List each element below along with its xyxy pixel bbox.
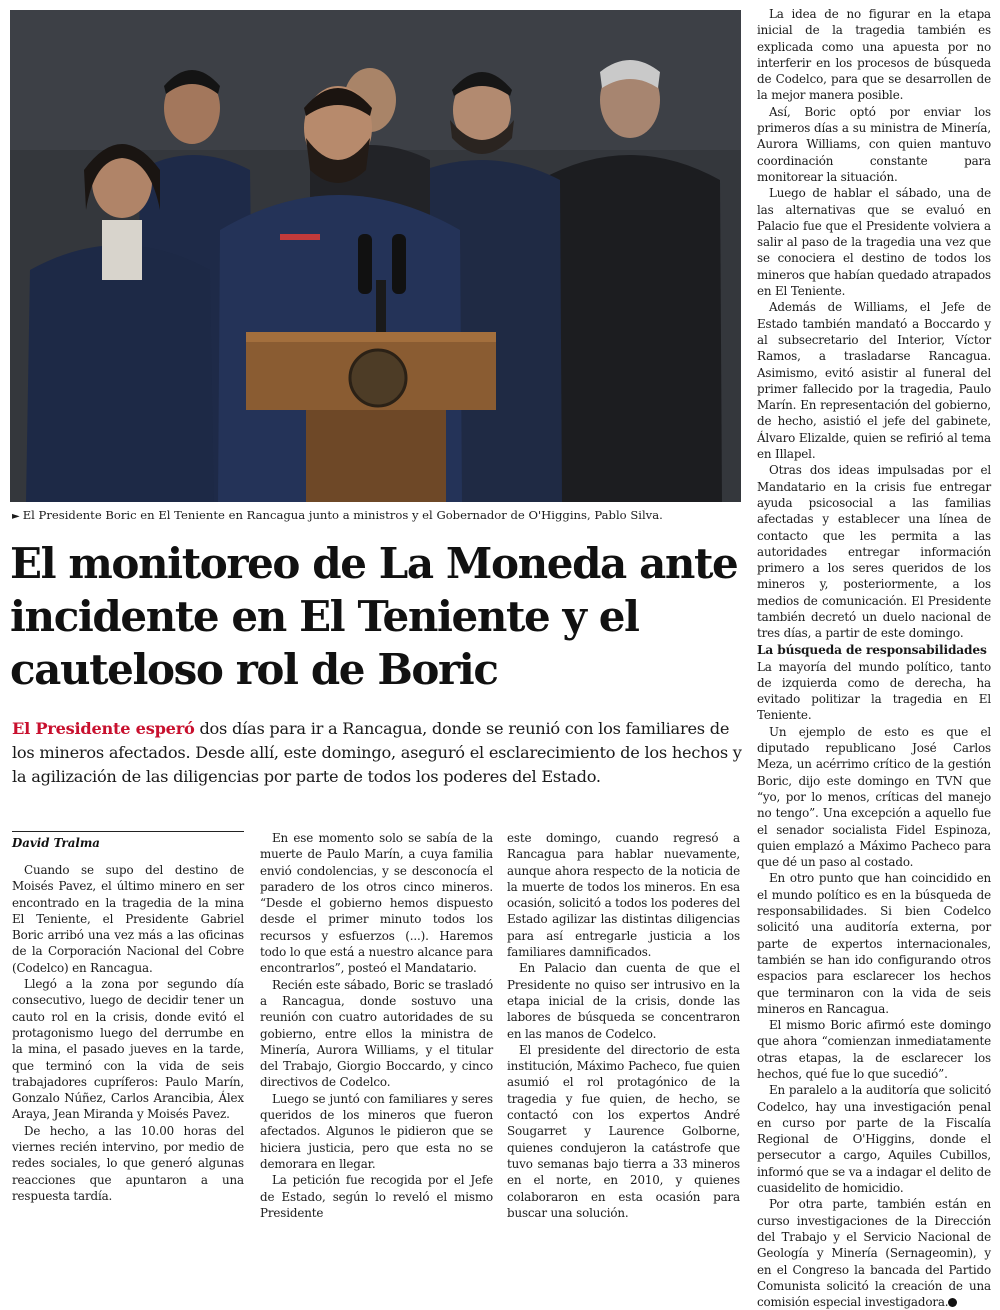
paragraph: En Palacio dan cuenta de que el Presidente no quiso ser intrusivo en la etapa inicial de la crisis, donde las labores de búsqueda se concentraron en las manos de Codelco.	[507, 961, 740, 1041]
byline-rule	[12, 831, 244, 832]
paragraph: este domingo, cuando regresó a Rancagua para hablar nuevamente, aunque ahora respecto de la noticia de la muerte de todos los mineros. En esa ocasión, solicitó a todos los poderes del Estado agilizar las distintas diligencias para así entregarle justicia a los familiares damnificados.	[507, 831, 740, 960]
paragraph: De hecho, a las 10.00 horas del viernes recién intervino, por medio de redes sociales, lo que generó algunas reacciones que apuntaron a una respuesta tardía.	[12, 1123, 244, 1203]
paragraph: Además de Williams, el Jefe de Estado también mandató a Boccardo y al subsecretario del Interior, Víctor Ramos, a trasladarse Rancagua. Asimismo, evitó asistir al funeral del primer fallecido por la tragedia, Paulo Marín. En representación del gobierno, de hecho, asistió el jefe del gabinete, Álvaro Elizalde, quien se refirió al tema en Illapel.	[757, 300, 991, 462]
paragraph: Otras dos ideas impulsadas por el Mandatario en la crisis fue entregar ayuda psicosocial a las familias afectadas y establecer una línea de contacto que les permita a las autoridades entregar información primero a los seres queridos de los mineros y, posteriormente, a los medios de comunicación. El Presidente también decretó un duelo nacional de tres días, a partir de este domingo.	[757, 463, 991, 641]
paragraph: Cuando se supo del destino de Moisés Pavez, el último minero en ser encontrado en la tragedia de la mina El Teniente, el Presidente Gabriel Boric arribó una vez más a las oficinas de la Corporación Nacional del Cobre (Codelco) en Rancagua.	[12, 863, 244, 975]
paragraph: La mayoría del mundo político, tanto de izquierda como de derecha, ha evitado politizar la tragedia en El Teniente.	[757, 659, 991, 723]
paragraph: El presidente del directorio de esta institución, Máximo Pacheco, fue quien asumió el rol protagónico de la tragedia y fue quien, de hecho, se contactó con los expertos André Sougarret y Laurence Golborne, quienes condujeron la catástrofe que tuvo semanas bajo tierra a 33 mineros en el norte, en 2010, y quienes colaboraron en esta ocasión para buscar una solución.	[507, 1042, 740, 1220]
paragraph: Luego de hablar el sábado, una de las alternativas que se evaluó en Palacio fue que el Presidente volviera a salir al paso de la tragedia una vez que se conociera el destino de todos los mineros que habían quedado atrapados en El Teniente.	[757, 186, 991, 299]
paragraph: La idea de no figurar en la etapa inicial de la tragedia también es explicada como una apuesta por no interferir en los procesos de búsqueda de Codelco, para que se desarrollen de la mejor manera posible.	[757, 7, 991, 103]
paragraph: En paralelo a la auditoría que solicitó Codelco, hay una investigación penal en curso por parte de la Fiscalía Regional de O'Higgins, donde el persecutor a cargo, Aquiles Cubillos, informó que se va a indagar el delito de cuasidelito de homicidio.	[757, 1083, 991, 1196]
article-column-1	[12, 862, 244, 1204]
paragraph: La petición fue recogida por el Jefe de Estado, según lo reveló el mismo Presidente	[260, 1173, 493, 1220]
paragraph: Un ejemplo de esto es que el diputado republicano José Carlos Meza, un acérrimo crítico de la gestión Boric, dijo este domingo en TVN que “yo, por lo menos, críticas del manejo no tengo”. Una excepción a aquello fue el senador socialista Fidel Espinoza, quien emplazó a Máximo Pacheco para que dé un paso al costado.	[757, 724, 991, 870]
article-column-4	[757, 6, 991, 1310]
lede-kicker: El Presidente esperó	[12, 719, 195, 738]
paragraph: En ese momento solo se sabía de la muerte de Paulo Marín, a cuya familia envió condolencias, y se desconocía el paradero de los otros cinco mineros. “Desde el gobierno hemos dispuesto desde el primer minuto todos los recursos y esfuerzos (...). Haremos todo lo que está a nuestro alcance para encontrarlos”, posteó el Mandatario.	[260, 831, 493, 976]
paragraph: Llegó a la zona por segundo día consecutivo, luego de decidir tener un cauto rol en la crisis, donde evitó el protagonismo luego del derrumbe en la mina, el pasado jueves en la tarde, que terminó con la vida de seis trabajadores cupríferos: Paulo Marín, Gonzalo Núñez, Carlos Arancibia, Álex Araya, Jean Miranda y Moisés Pavez.	[12, 977, 244, 1122]
headline: El monitoreo de La Moneda ante incidente en El Teniente y el cauteloso rol de Boric	[10, 539, 738, 694]
paragraph: Luego se juntó con familiares y seres queridos de los mineros que fueron afectados. Algunos le pidieron que se hiciera justicia, pero que esta no se demorara en llegar.	[260, 1091, 493, 1171]
news-photo	[10, 10, 741, 502]
subhead: La búsqueda de responsabilidades	[757, 642, 987, 657]
lede-text: dos días para ir a Rancagua, donde se reunió con los familiares de los mineros afectados. Desde allí, este domingo, aseguró el esclarecimiento de los hechos y la agilización de las diligencias por parte de todos los poderes del Estado.	[12, 719, 742, 786]
paragraph: Recién este sábado, Boric se trasladó a Rancagua, donde sostuvo una reunión con cuatro autoridades de su gobierno, entre ellos la ministra de Minería, Aurora Williams, y el titular del Trabajo, Giorgio Boccardo, y cinco directivos de Codelco.	[260, 977, 493, 1090]
paragraph: En otro punto que han coincidido en el mundo político es en la búsqueda de responsabilidades. Si bien Codelco solicitó una auditoría externa, por parte de expertos internacionales, también se han ido configurando otros espacios para esclarecer los hechos que terminaron con la vida de seis mineros en Rancagua.	[757, 871, 991, 1016]
paragraph: Así, Boric optó por enviar los primeros días a su ministra de Minería, Aurora Williams, con quien mantuvo coordinación constante para monitorear la situación.	[757, 104, 991, 184]
press-conference-illustration	[10, 10, 741, 502]
paragraph-last-text: Por otra parte, también están en curso investigaciones de la Dirección del Trabajo y el Servicio Nacional de Geología y Minería (Sernageomin), y en el Congreso la bancada del Partido Comunista solicitó la creación de una comisión especial investigadora.	[757, 1197, 991, 1310]
article-column-2	[260, 830, 493, 1221]
article-column-3	[507, 830, 740, 1221]
caption-marker: ►	[12, 511, 20, 522]
photo-caption	[12, 507, 742, 525]
paragraph-last	[757, 1196, 991, 1310]
lede	[12, 717, 742, 789]
paragraph: El mismo Boric afirmó este domingo que ahora “comienzan inmediatamente otras etapas, la de esclarecer los hechos, qué fue lo que sucedió”.	[757, 1018, 991, 1081]
caption-text: El Presidente Boric en El Teniente en Rancagua junto a ministros y el Gobernador de O'Higgins, Pablo Silva.	[22, 508, 663, 522]
byline: David Tralma	[12, 836, 100, 850]
end-mark-icon	[948, 1298, 957, 1307]
